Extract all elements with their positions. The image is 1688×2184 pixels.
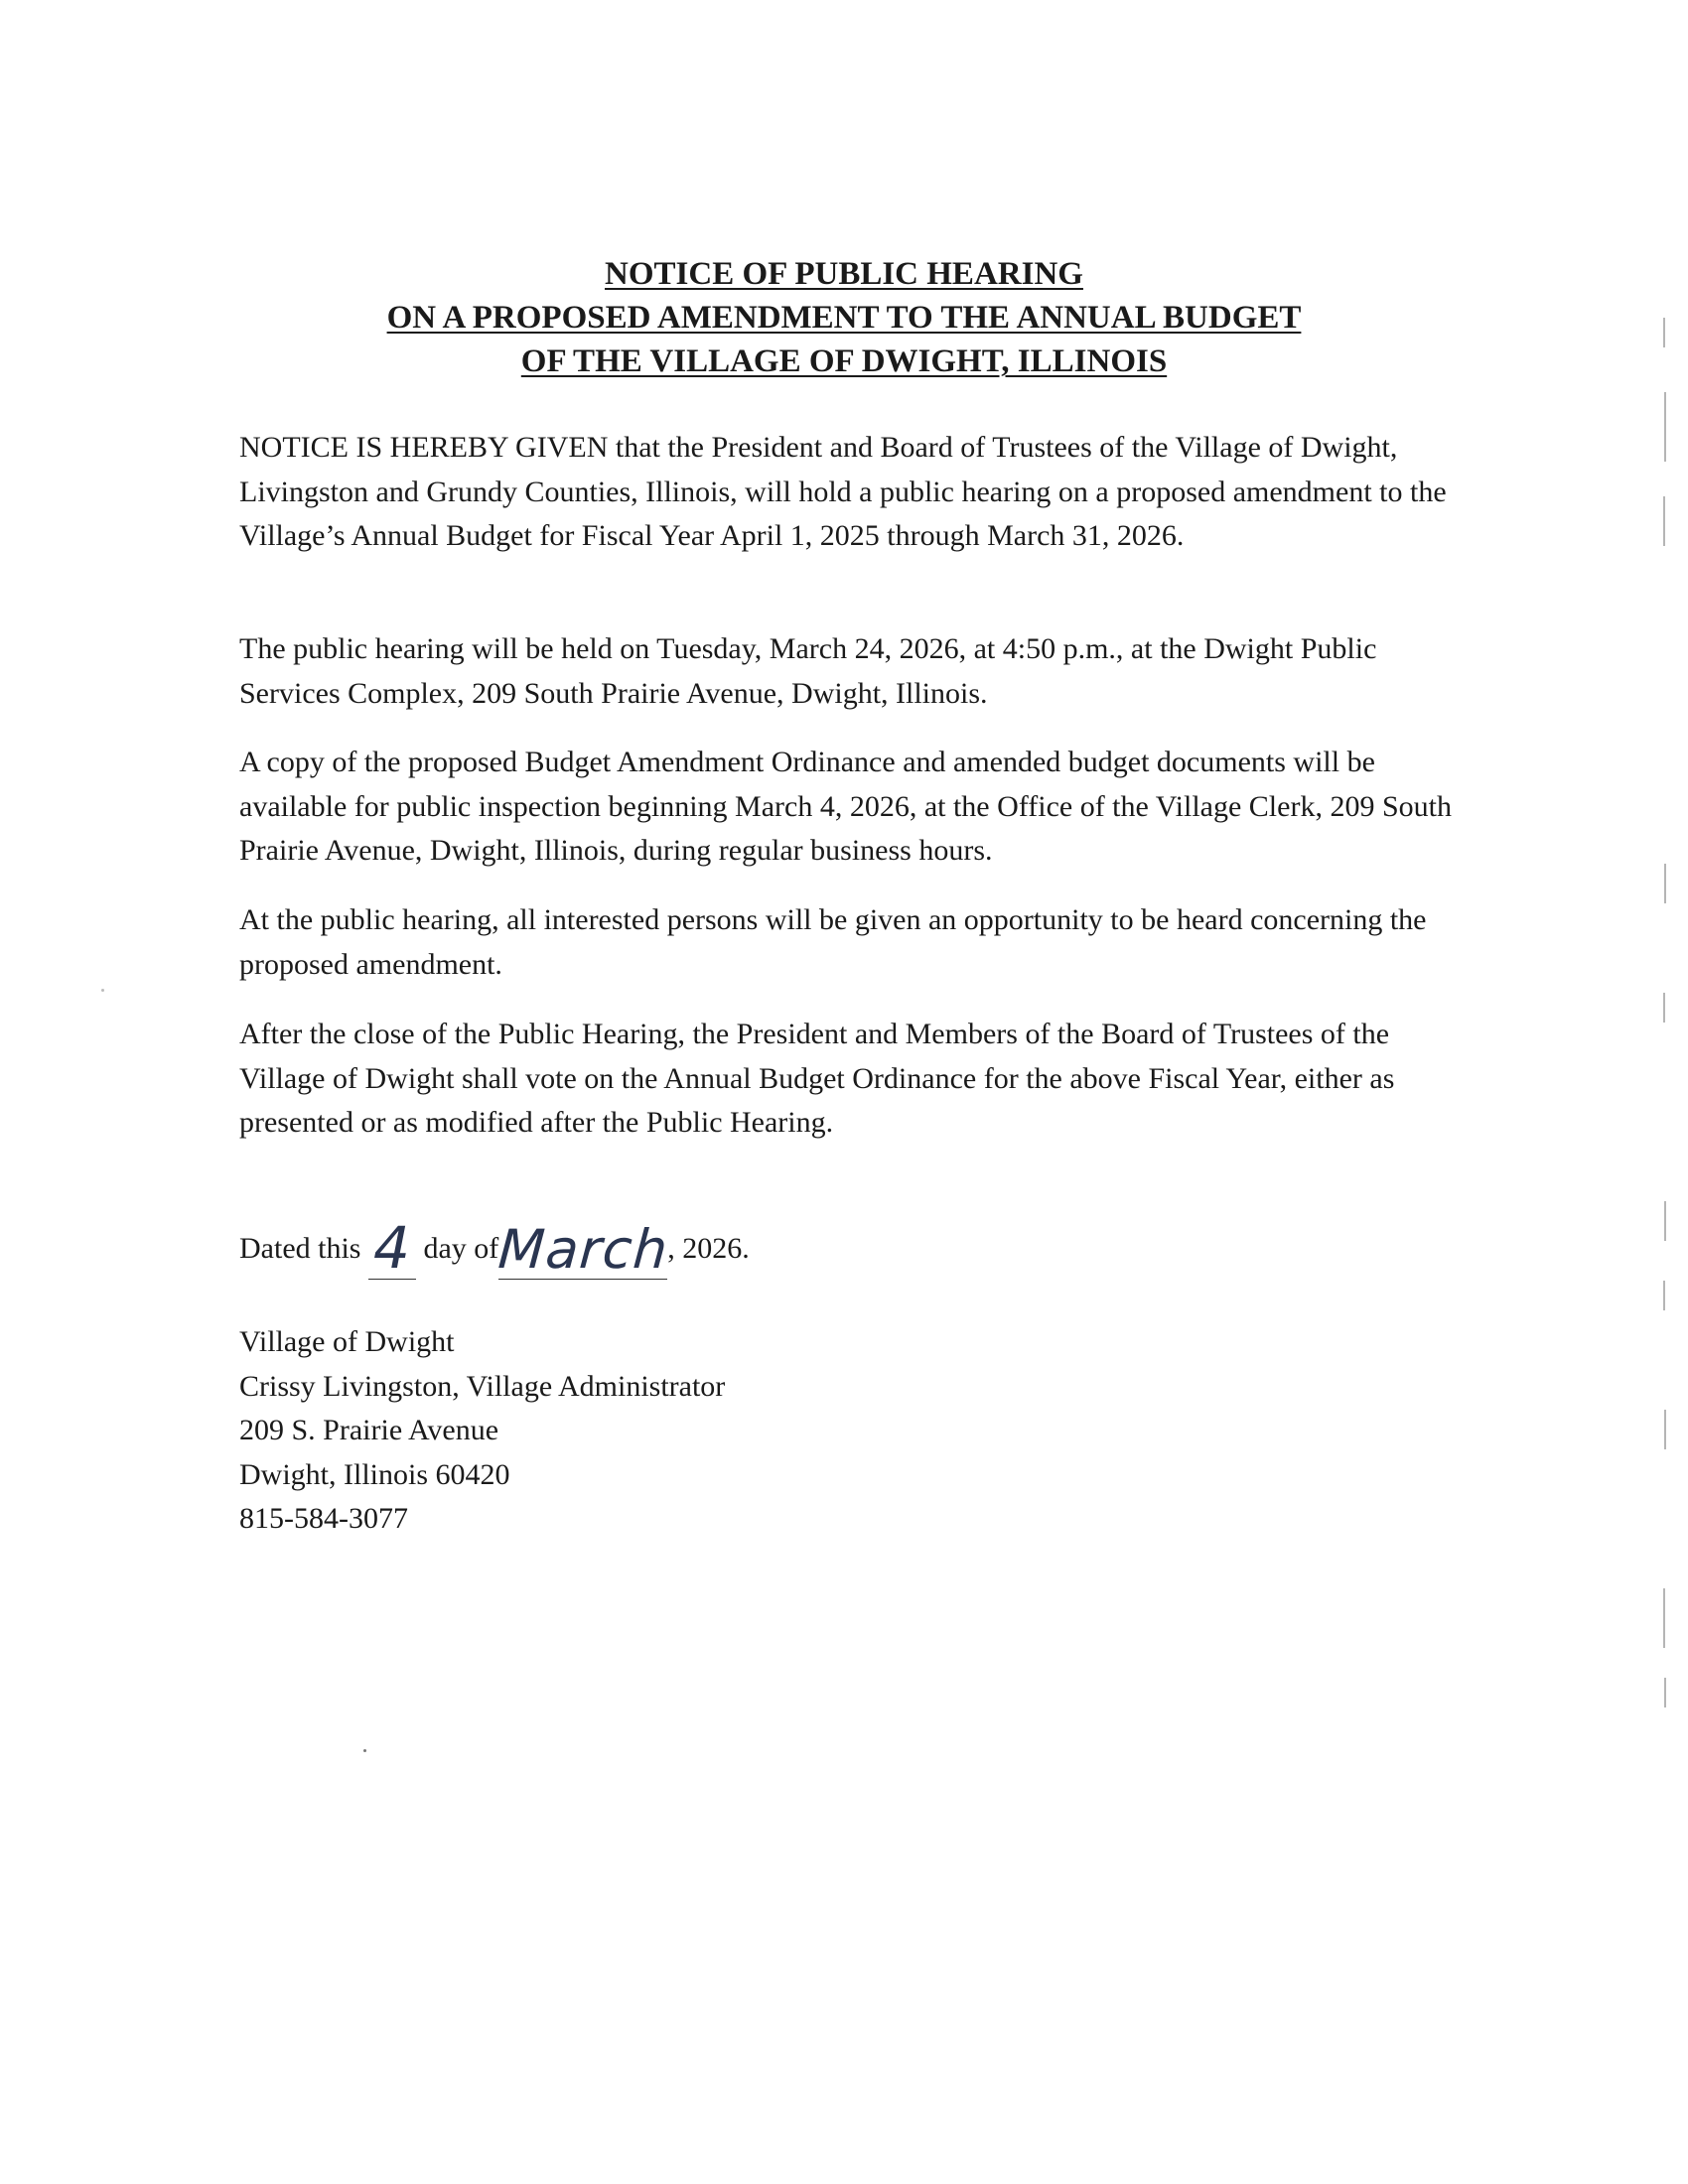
dated-prefix: Dated this xyxy=(239,1232,361,1265)
scan-speck xyxy=(363,1749,366,1752)
signature-phone: 815-584-3077 xyxy=(239,1502,408,1535)
scan-artifact xyxy=(1663,496,1665,546)
scan-artifact xyxy=(1664,864,1666,903)
day-blank xyxy=(368,1214,416,1282)
title-line-2 xyxy=(0,296,1688,340)
scan-artifact xyxy=(1663,1588,1665,1648)
signature-village: Village of Dwight xyxy=(239,1325,455,1358)
notice-paragraph-intro: NOTICE IS HEREBY GIVEN that the President and Board of Trustees of the Village of Dwight, Livingston and Grundy Counties, Illinois, will hold a public hearing on a proposed amendment to the Village’s Annual Budget for Fiscal Year April 1, 2025 through March 31, 2026. xyxy=(239,431,1447,552)
scan-artifact xyxy=(1663,318,1665,347)
scan-artifact xyxy=(1664,1201,1666,1241)
title-line-2-text: ON A PROPOSED AMENDMENT TO THE ANNUAL BUDGET xyxy=(386,300,1302,336)
scan-artifact xyxy=(1664,1410,1666,1449)
scan-artifact xyxy=(1663,993,1665,1023)
notice-paragraph-vote: After the close of the Public Hearing, the President and Members of the Board of Trustees of the Village of Dwight shall vote on the Annual Budget Ordinance for the above Fiscal Year, either as presented or as modified after the Public Hearing. xyxy=(239,1018,1395,1139)
dated-middle: day of xyxy=(423,1232,499,1265)
signature-block xyxy=(239,1320,725,1542)
handwritten-month: March xyxy=(496,1218,671,1281)
notice-paragraph-inspection: A copy of the proposed Budget Amendment Ordinance and amended budget documents will be available for public inspection beginning March 4, 2026, at the Office of the Village Clerk, 209 South Prairie Avenue, Dwight, Illinois, during regular business hours. xyxy=(239,746,1452,867)
dated-suffix: , 2026. xyxy=(667,1232,750,1265)
title-line-1 xyxy=(0,252,1688,296)
handwritten-day: 4 xyxy=(373,1214,411,1282)
scan-speck xyxy=(101,989,104,992)
month-blank xyxy=(496,1218,671,1281)
notice-title xyxy=(0,252,1688,383)
signature-administrator: Crissy Livingston, Village Administrator xyxy=(239,1369,726,1403)
title-line-3 xyxy=(0,340,1688,383)
scan-artifact xyxy=(1664,392,1666,462)
signature-street: 209 S. Prairie Avenue xyxy=(239,1414,499,1446)
notice-paragraph-opportunity: At the public hearing, all interested persons will be given an opportunity to be heard concerning the proposed amendment. xyxy=(239,903,1427,981)
signature-city: Dwight, Illinois 60420 xyxy=(239,1457,510,1491)
title-line-3-text: OF THE VILLAGE OF DWIGHT, ILLINOIS xyxy=(520,343,1168,379)
notice-paragraph-hearing-time: The public hearing will be held on Tuesday, March 24, 2026, at 4:50 p.m., at the Dwight Public Services Complex, 209 South Prairie Avenue, Dwight, Illinois. xyxy=(239,632,1377,710)
scan-artifact xyxy=(1664,1678,1666,1707)
scan-artifact xyxy=(1663,1281,1665,1310)
dated-line xyxy=(239,1214,750,1282)
title-line-1-text: NOTICE OF PUBLIC HEARING xyxy=(605,256,1083,292)
